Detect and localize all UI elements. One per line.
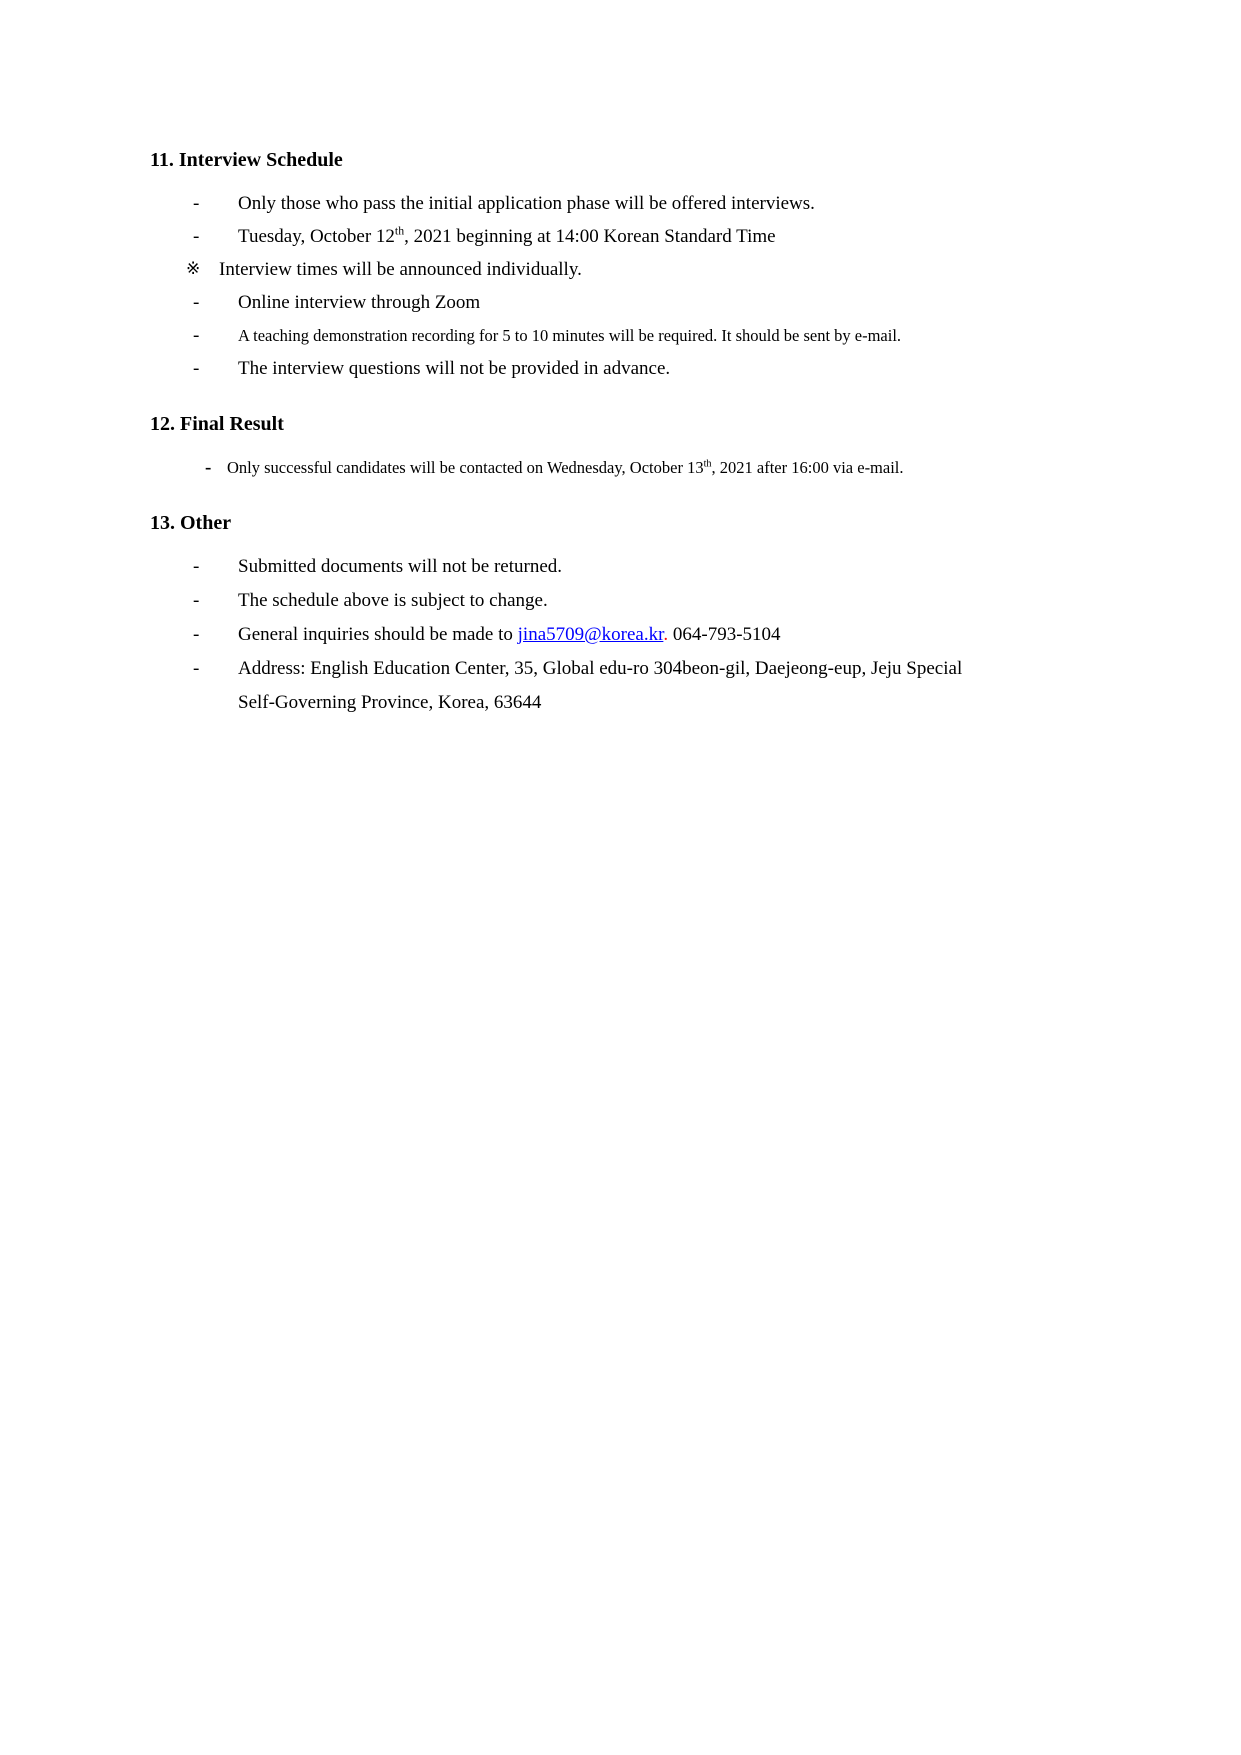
item-text: Interview times will be announced individually.: [219, 259, 582, 280]
list-item: [150, 451, 1201, 484]
section-11-heading: 11. Interview Schedule: [150, 149, 343, 171]
email-link[interactable]: jina5709@korea.kr: [517, 624, 664, 645]
dash-bullet: -: [193, 358, 200, 379]
item-text: [227, 458, 904, 477]
section-12-heading: 12. Final Result: [150, 413, 284, 435]
address-line-2: Self-Governing Province, Korea, 63644: [238, 692, 542, 713]
section-final-result: [150, 407, 1201, 484]
red-period: .: [663, 624, 669, 645]
item-text: Online interview through Zoom: [238, 292, 481, 313]
ordinal-superscript: th: [703, 458, 712, 470]
date-text: Tuesday, October 12: [238, 226, 395, 247]
list-item: [150, 352, 1201, 385]
reference-mark-icon: ※: [186, 259, 201, 279]
list-item: [150, 220, 1201, 253]
list-item: [150, 584, 1201, 618]
ordinal-superscript: th: [394, 224, 405, 238]
section-13-heading: 13. Other: [150, 512, 232, 534]
item-text: A teaching demonstration recording for 5 to 10 minutes will be required. It should be sent by e-mail.: [238, 326, 902, 345]
list-item-note: [150, 253, 1201, 286]
section-other: [150, 506, 1201, 720]
inquiries-text: General inquiries should be made to: [238, 624, 518, 645]
list-item: [150, 319, 1201, 352]
item-text: Only those who pass the initial application phase will be offered interviews.: [238, 193, 815, 214]
dash-bullet: -: [205, 457, 212, 478]
dash-bullet: -: [193, 325, 200, 346]
list-item: [150, 286, 1201, 319]
list-item-address: [150, 652, 1201, 720]
list-item-inquiries: [150, 618, 1201, 652]
item-text: [238, 226, 776, 247]
dash-bullet: -: [193, 292, 200, 313]
dash-bullet: -: [193, 226, 200, 247]
dash-bullet: -: [193, 624, 200, 645]
dash-bullet: -: [193, 193, 200, 214]
result-text-rest: , 2021 after 16:00 via e-mail.: [711, 458, 904, 477]
item-text: [238, 624, 781, 645]
result-text: Only successful candidates will be contacted on Wednesday, October 13: [227, 458, 704, 477]
item-text: Submitted documents will not be returned.: [238, 556, 563, 577]
section-interview-schedule: [150, 143, 1201, 385]
list-item: [150, 187, 1201, 220]
date-text-rest: , 2021 beginning at 14:00 Korean Standard Time: [404, 226, 776, 247]
list-item: [150, 550, 1201, 584]
item-text: The interview questions will not be provided in advance.: [238, 358, 671, 379]
dash-bullet: -: [193, 590, 200, 611]
address-line-1: Address: English Education Center, 35, Global edu-ro 304beon-gil, Daejeong-eup, Jeju Special: [238, 658, 963, 679]
phone-number: 064-793-5104: [668, 624, 781, 645]
dash-bullet: -: [193, 556, 200, 577]
item-text: The schedule above is subject to change.: [238, 590, 548, 611]
dash-bullet: -: [193, 658, 200, 679]
item-text: [238, 658, 962, 713]
